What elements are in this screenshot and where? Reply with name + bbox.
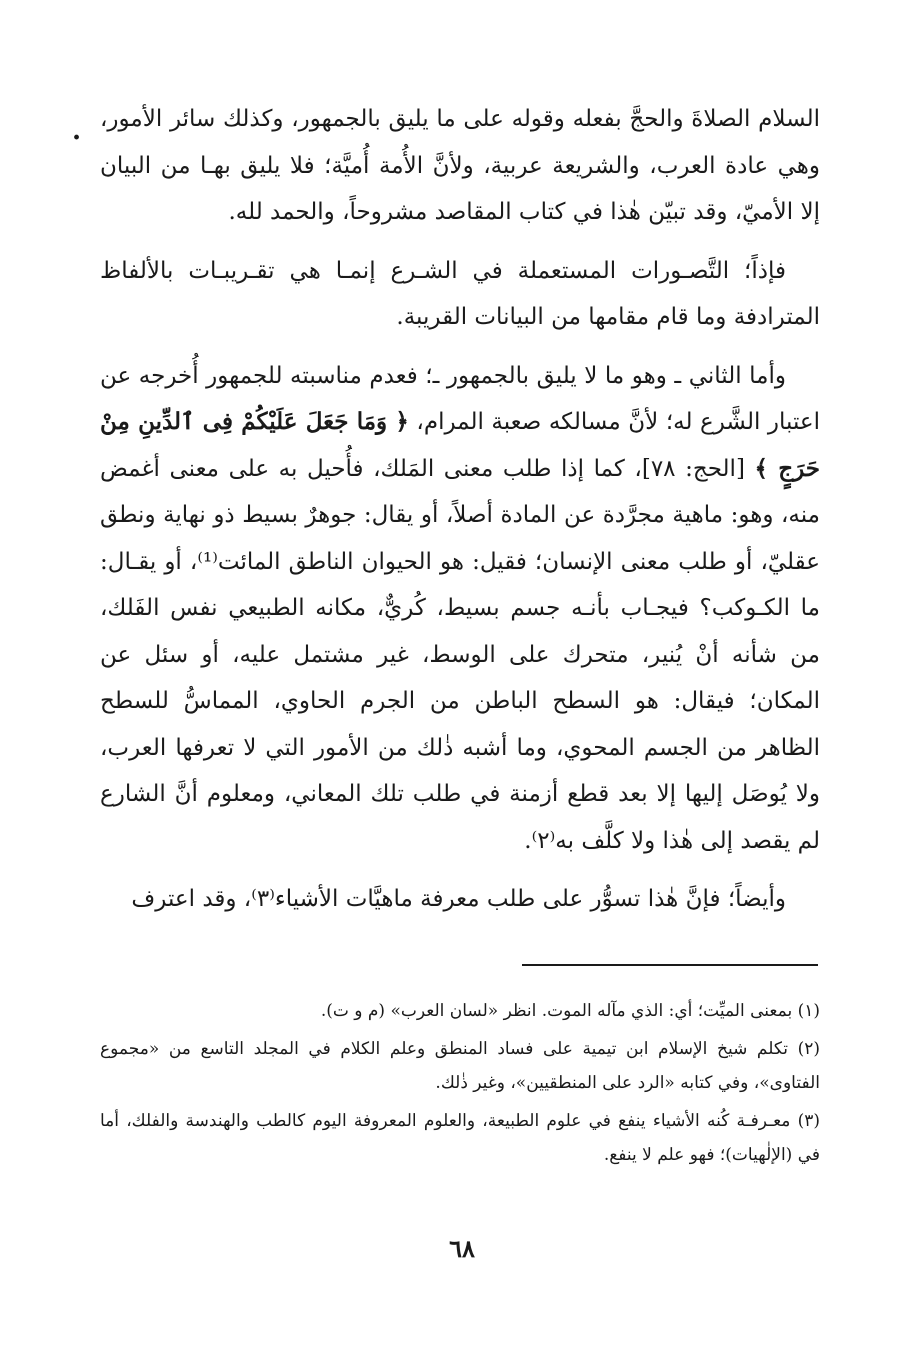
footnote-1: (١) بمعنى الميِّت؛ أي: الذي مآله الموت. انظر «لسان العرب» (م و ت).: [320, 1001, 820, 1021]
paragraph-3: [100, 353, 820, 865]
footnote-3: (٣) معـرفـة كُنه الأشياء ينفع في علوم الطبيعة، والعلوم المعروفة اليوم كالطب والهندسة والفلك، أما في (الإلٰهيات)؛ فهو علم لا ينفع.: [100, 1111, 820, 1165]
paragraph-2: فإذاً؛ التَّصـورات المستعملة في الشـرع إنمـا هي تقـريبـات بالألفاظ المترادفة وما قام مقامها من البيانات القريبة.: [100, 257, 820, 330]
footnotes: [100, 994, 820, 1176]
footnote-separator: [522, 964, 818, 966]
main-text: [100, 96, 820, 935]
paragraph-3-continuation: [الحج: ٧٨]، كما إذا طلب معنى المَلك، فأُحيل به على معنى أغمض منه، وهو: ماهية مجرَّدة عن المادة أصلاً، أو يقال: جوهرٌ بسيط ذو نهاية ونطق عقليّ، أو طلب معنى الإنسان؛ فقيل: هو الحيوان الناطق المائت⁽¹⁾، أو يقـال: ما الكـوكب؟ فيجـاب بأنـه جسم بسيط، كُريٌّ، مكانه الطبيعي نفس الفَلك، من شأنه أنْ يُنير، متحرك على الوسط، غير مشتمل عليه، أو سئل عن المكان؛ فيقال: هو السطح الباطن من الجرم الحاوي، المماسُّ للسطح الظاهر من الجسم المحوي، وما أشبه ذٰلك من الأمور التي لا تعرفها العرب، ولا يُوصَل إليها إلا بعد قطع أزمنة في طلب تلك المعاني، ومعلوم أنَّ الشارع لم يقصد إلى هٰذا ولا كلَّف به⁽٢⁾.: [100, 455, 821, 854]
paragraph-1: السلام الصلاةَ والحجَّ بفعله وقوله على ما يليق بالجمهور، وكذلك سائر الأمور، وهي عادة العرب، والشريعة عربية، ولأنَّ الأُمة أُميَّة؛ فلا يليق بهـا من البيان إلا الأميّ، وقد تبيّن هٰذا في كتاب المقاصد مشروحاً، والحمد لله.: [100, 106, 820, 225]
quran-verse: ﴿ وَمَا جَعَلَ عَلَيْكُمْ فِى ٱلدِّينِ مِنْ حَرَجٍ ﴾: [100, 408, 821, 482]
paragraph-4: وأيضاً؛ فإنَّ هٰذا تسوُّر على طلب معرفة ماهيَّات الأشياء⁽٣⁾، وقد اعترف: [131, 886, 786, 912]
paragraph-3-text: وأما الثاني ـ وهو ما لا يليق بالجمهور ـ؛ فعدم مناسبته للجمهور أُخرجه عن اعتبار الشَّرع له؛ لأنَّ مسالكه صعبة المرام،: [100, 362, 821, 435]
stray-mark: .: [72, 116, 82, 146]
footnote-2: (٢) تكلم شيخ الإسلام ابن تيمية على فساد المنطق وعلم الكلام في المجلد التاسع من «مجموع الفتاوى»، وفي كتابه «الرد على المنطقيين»، وغير ذٰلك.: [100, 1039, 820, 1093]
page-number: ٦٨: [449, 1234, 475, 1263]
